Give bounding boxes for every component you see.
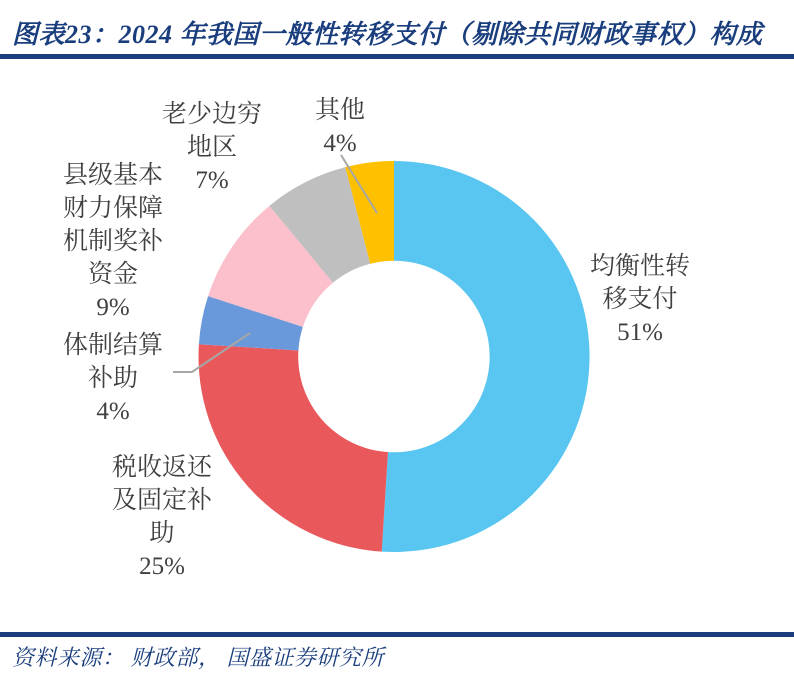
label-line: 地区 [186, 134, 237, 161]
label-value: 7% [195, 167, 229, 194]
source-note: 资料来源： 财政部， 国盛证券研究所 [12, 645, 385, 670]
label-line: 县级基本 [62, 162, 163, 189]
label-value: 4% [323, 130, 357, 157]
label-line: 税收返还 [111, 454, 212, 481]
donut-chart [0, 60, 794, 630]
figure-title-text: 图表23：2024 年我国一般性转移支付（剔除共同财政事权）构成 [12, 20, 763, 49]
label-line: 老少边穷 [161, 101, 262, 128]
label-line: 资金 [87, 261, 138, 288]
label-line: 财力保障 [62, 195, 163, 222]
slice-label-other [230, 94, 450, 160]
label-line: 均衡性转 [589, 253, 690, 280]
donut-segment-balanced-transfer-payment [382, 161, 590, 552]
label-line: 体制结算 [62, 332, 163, 359]
label-line: 其他 [314, 97, 365, 124]
slice-label-balanced-transfer-payment [530, 250, 750, 349]
label-line: 及固定补 [111, 487, 212, 514]
slice-label-tax-rebate-fixed-subsidy [52, 451, 272, 583]
label-line: 移支付 [602, 286, 678, 313]
label-line: 助 [149, 520, 175, 547]
slice-label-system-settlement-subsidy [3, 329, 223, 428]
label-value: 51% [617, 319, 663, 346]
bottom-divider-rule [0, 632, 794, 637]
label-value: 25% [139, 553, 185, 580]
label-value: 9% [96, 294, 130, 321]
label-value: 4% [96, 398, 130, 425]
label-line: 补助 [87, 365, 138, 392]
label-line: 机制奖补 [62, 228, 163, 255]
